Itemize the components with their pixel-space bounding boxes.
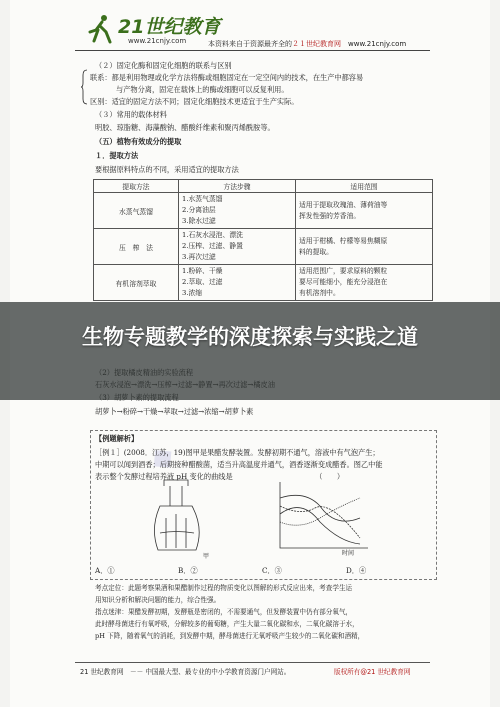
header-rule bbox=[75, 50, 430, 51]
table-header-cell: 提取方法 bbox=[94, 180, 179, 193]
graph-axes bbox=[280, 482, 368, 548]
body-line-6: 明胶、琼脂糖、海藻酸钠、醋酸纤维素和聚丙烯酰胺等。 bbox=[95, 123, 275, 132]
step-text: 1.水蒸气蒸馏 bbox=[182, 195, 223, 203]
apparatus-drawing bbox=[154, 480, 199, 550]
analysis-line-4: 此时酵母菌进行有氧呼吸，分解较多的葡萄糖，产生大量二氧化碳和水，二氧化碳溶于水， bbox=[95, 620, 359, 628]
table-header-cell: 适用范围 bbox=[296, 180, 433, 193]
footer-left: 21 世纪教育网 －－ 中国最大型、最专业的中小学教育资源门户网站。 bbox=[80, 668, 291, 676]
step-text: 3.除水过滤 bbox=[182, 217, 216, 225]
steps-cell bbox=[179, 229, 296, 265]
scope-cell bbox=[296, 193, 433, 229]
scope-cell bbox=[296, 229, 433, 265]
analysis-line-1: 考点定位：此题考察果酒和果醋制作过程的物质变化以图解的形式反应出来，考查学生运 bbox=[95, 584, 353, 592]
brace-icon bbox=[80, 69, 88, 105]
scope-text: 适用于柑橘、柠檬等易焦糊原 bbox=[299, 236, 388, 245]
scope-text: 挥发性强的芳香油。 bbox=[299, 211, 361, 220]
table-header-cell: 方法步骤 bbox=[179, 180, 296, 193]
question-line-3: 表示整个发酵过程培养液 pH 变化的曲线是 （ ） bbox=[95, 472, 345, 481]
extraction-methods-table bbox=[93, 179, 433, 301]
option-c: C．③ bbox=[262, 566, 282, 575]
section-heading: （五）植物有效成分的提取 bbox=[95, 137, 182, 146]
step-text: 1.粉碎、干燥 bbox=[182, 267, 223, 275]
body-line-2: 联系：都是利用物理或化学方法将酶或细胞固定在一定空间内的技术，在生产中都容易 bbox=[90, 73, 364, 82]
step-text: 3.再次过滤 bbox=[182, 253, 216, 261]
subsection-heading: １．提取方法 bbox=[95, 151, 139, 160]
page-title: 生物专题教学的深度探索与实践之道 bbox=[82, 325, 418, 349]
analysis-line-3: 指点迷津：果醋发酵初期，发酵瓶是密闭的，不需要通气，但发酵装置中仍有部分氧气， bbox=[95, 608, 353, 616]
question-line-2: 中期可以闻到酒香；后期接种醋酸菌，适当升高温度并通气，酒香逐渐变成醋香。图乙中能 bbox=[95, 460, 383, 469]
scope-text: 适用于提取玫瑰油、薄荷油等 bbox=[299, 200, 388, 209]
header-note bbox=[208, 39, 406, 49]
body-line-3: 与产物分离，固定在载体上的酶或细胞可以反复利用。 bbox=[116, 85, 289, 94]
step-text: 1.石灰水浸泡、漂洗 bbox=[182, 231, 243, 239]
figure-label-apparatus: 甲 bbox=[203, 553, 210, 560]
method-cell: 有机溶剂萃取 bbox=[94, 265, 179, 301]
header-note-site: ２１世纪教育网 bbox=[292, 40, 341, 48]
steps-cell bbox=[179, 193, 296, 229]
body-line-4: 区别：适宜的固定方法不同；固定化细胞技术更适宜于生产实际。 bbox=[90, 97, 299, 106]
body-line-5: （３）常用的载体材料 bbox=[95, 110, 167, 119]
scope-text: 料的提取。 bbox=[299, 247, 333, 256]
scope-cell bbox=[296, 265, 433, 301]
figure-time-label: 时间 bbox=[342, 550, 355, 557]
scope-text: 适用范围广，要求原料的颗粒 bbox=[299, 267, 388, 275]
method-cell: 压 榨 法 bbox=[94, 229, 179, 265]
step-text: 2.分离油层 bbox=[182, 206, 216, 214]
option-a: A．① bbox=[95, 566, 115, 575]
analysis-line-2: 用知识分析和解决问题的能力，综合性强。 bbox=[95, 596, 221, 604]
table-row bbox=[94, 229, 433, 265]
option-b: B．② bbox=[178, 566, 198, 575]
scope-text: 有机溶剂中。 bbox=[299, 289, 340, 297]
method-cell: 水蒸气蒸馏 bbox=[94, 193, 179, 229]
table-row bbox=[94, 193, 433, 229]
steps-cell bbox=[179, 265, 296, 301]
logo-text: 21世纪教育 bbox=[118, 16, 221, 38]
body-line-1: （２）固定化酶和固定化细胞的联系与区别 bbox=[95, 61, 232, 70]
scope-text: 要尽可能细小，能充分浸泡在 bbox=[299, 278, 388, 286]
logo-url: www.21cnjy.com bbox=[128, 37, 187, 45]
table-header-row bbox=[94, 180, 433, 193]
option-d: D．④ bbox=[346, 566, 367, 575]
fermentation-figure bbox=[130, 478, 370, 558]
flow-line-4: 胡萝卜→粉碎→干燥→萃取→过滤→浓缩→胡萝卜素 bbox=[95, 407, 254, 416]
step-text: 3.浓缩 bbox=[182, 289, 203, 297]
analysis-line-5: pH 下降，随着氧气的消耗，到发酵中期，酵母菌进行无氧呼吸产生较少的二氧化碳和酒精， bbox=[95, 632, 365, 640]
footer-right-link[interactable]: 版权所有@21 世纪教育网 bbox=[334, 668, 411, 676]
table-row bbox=[94, 265, 433, 301]
watermark: ◆ bbox=[141, 436, 182, 479]
footer-rule bbox=[75, 662, 430, 663]
step-text: 2.萃取、过滤 bbox=[182, 278, 223, 286]
runner-logo-icon bbox=[88, 14, 114, 44]
header-note-url: www.21cnjy.com bbox=[348, 40, 407, 48]
subsection-text: 要根据原料特点的不同，采用适宜的提取方法 bbox=[95, 165, 239, 174]
question-heading: 【例题解析】 bbox=[95, 434, 139, 443]
step-text: 2.压榨、过滤、静置 bbox=[182, 242, 243, 250]
question-line-1: ［例１］(2008．江苏，19)图甲是果醋发酵装置。发酵初期不通气，溶液中有气泡产生； bbox=[95, 448, 380, 457]
header-note-prefix: 本资料来自于资源最齐全的 bbox=[208, 40, 292, 48]
